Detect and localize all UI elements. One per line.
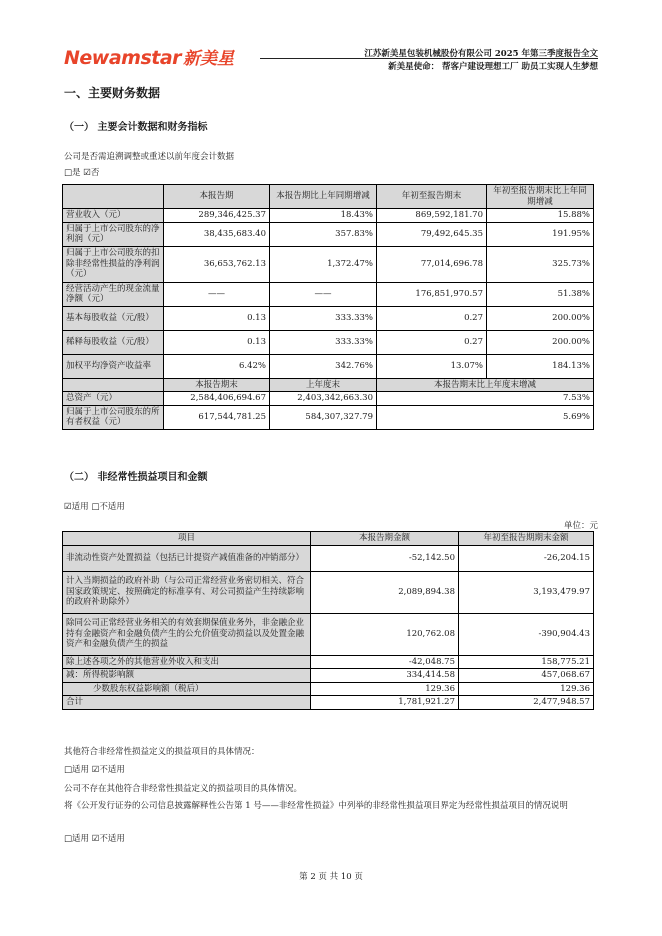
table-row: [63, 613, 594, 655]
table-row: [63, 222, 594, 246]
cell-value: 158,775.21: [459, 655, 594, 669]
cell-value: 77,014,696.78: [377, 246, 487, 282]
header-divider: [260, 58, 598, 59]
cell-value: 334,414.58: [311, 669, 459, 683]
table-row: [63, 405, 594, 429]
nonrecurring-items-table: [62, 531, 594, 710]
cell-value: 0.27: [377, 306, 487, 330]
row-label: 归属于上市公司股东的所有者权益（元）: [63, 405, 164, 429]
public-items-answer: □适用 ☑不适用: [64, 834, 125, 844]
cell-value: -42,048.75: [311, 655, 459, 669]
cell-value: 457,068.67: [459, 669, 594, 683]
row-label: 基本每股收益（元/股）: [63, 306, 164, 330]
cell-value: 7.53%: [377, 392, 594, 406]
table-header-row: [63, 378, 594, 392]
table-row: [63, 282, 594, 306]
row-label: 总资产（元）: [63, 392, 164, 406]
cell-value: 869,592,181.70: [377, 209, 487, 223]
table-row: [63, 209, 594, 223]
cell-value: ——: [164, 282, 270, 306]
header-cell: 本报告期末: [164, 378, 270, 392]
cell-value: 333.33%: [270, 306, 377, 330]
row-label: 归属于上市公司股东的扣除非经常性损益的净利润（元）: [63, 246, 164, 282]
row-label: 少数股东权益影响额（税后）: [63, 682, 311, 696]
cell-value: 36,653,762.13: [164, 246, 270, 282]
cell-value: ——: [270, 282, 377, 306]
cell-value: 617,544,781.25: [164, 405, 270, 429]
other-items-answer: □适用 ☑不适用: [64, 765, 125, 775]
row-label: 计入当期损益的政府补助（与公司正常经营业务密切相关、符合国家政策规定、按照确定的标准享有、对公司损益产生持续影响的政府补助除外）: [63, 571, 311, 613]
table-row: [63, 354, 594, 378]
header-cell: 本报告期比上年同期增减: [270, 185, 377, 209]
header-cell: 年初至报告期期末金额: [459, 532, 594, 546]
cell-value: -390,904.43: [459, 613, 594, 655]
cell-value: 2,403,342,663.30: [270, 392, 377, 406]
header-cell: [63, 185, 164, 209]
company-logo: [64, 44, 234, 69]
cell-value: 357.83%: [270, 222, 377, 246]
cell-value: 2,584,406,694.67: [164, 392, 270, 406]
cell-value: 0.13: [164, 306, 270, 330]
cell-value: 38,435,683.40: [164, 222, 270, 246]
page-number: 第 2 页 共 10 页: [299, 872, 363, 882]
cell-value: 6.42%: [164, 354, 270, 378]
cell-value: 289,346,425.37: [164, 209, 270, 223]
header-cell: 本报告期: [164, 185, 270, 209]
table-row: [63, 669, 594, 683]
unit-label: 单位：元: [563, 521, 598, 531]
logo-chinese: 新美星: [183, 49, 235, 69]
cell-value: 2,089,894.38: [311, 571, 459, 613]
row-label: 加权平均净资产收益率: [63, 354, 164, 378]
cell-value: 342.76%: [270, 354, 377, 378]
cell-value: 191.95%: [487, 222, 594, 246]
other-items-text: 公司不存在其他符合非经常性损益定义的损益项目的具体情况。: [64, 784, 303, 794]
cell-value: 200.00%: [487, 306, 594, 330]
cell-value: 1,781,921.27: [311, 696, 459, 710]
header-cell: 年初至报告期末比上年同期增减: [487, 185, 594, 209]
cell-value: 129.36: [459, 682, 594, 696]
cell-value: 5.69%: [377, 405, 594, 429]
logo-english: Newamstar: [64, 47, 182, 69]
applicable-choice: ☑适用 □不适用: [64, 502, 125, 512]
cell-value: 79,492,645.35: [377, 222, 487, 246]
table-row: [63, 655, 594, 669]
company-slogan: 新美星使命： 帮客户建设理想工厂 助员工实现人生梦想: [388, 62, 598, 72]
table-row: [63, 571, 594, 613]
row-label: 合计: [63, 696, 311, 710]
other-items-question: 其他符合非经常性损益定义的损益项目的具体情况：: [64, 747, 260, 757]
section-title-financial-data: 一、主要财务数据: [64, 86, 161, 100]
restate-question: 公司是否需追溯调整或重述以前年度会计数据: [64, 152, 235, 162]
row-label: 经营活动产生的现金流量净额（元）: [63, 282, 164, 306]
table-row: [63, 330, 594, 354]
subsection-title-accounting-data: （一） 主要会计数据和财务指标: [64, 122, 208, 133]
table-header-row: [63, 532, 594, 546]
cell-value: 18.43%: [270, 209, 377, 223]
cell-value: 2,477,948.57: [459, 696, 594, 710]
cell-value: 129.36: [311, 682, 459, 696]
row-label: 营业收入（元）: [63, 209, 164, 223]
table-row: [63, 545, 594, 571]
cell-value: 584,307,327.79: [270, 405, 377, 429]
header-cell: 本报告期末比上年度末增减: [377, 378, 594, 392]
cell-value: -26,204.15: [459, 545, 594, 571]
header-cell: 年初至报告期末: [377, 185, 487, 209]
cell-value: 3,193,479.97: [459, 571, 594, 613]
cell-value: 1,372.47%: [270, 246, 377, 282]
table-row: [63, 392, 594, 406]
table-row: [63, 246, 594, 282]
cell-value: 13.07%: [377, 354, 487, 378]
header-cell: 上年度末: [270, 378, 377, 392]
table-row: [63, 682, 594, 696]
cell-value: 200.00%: [487, 330, 594, 354]
cell-value: 184.13%: [487, 354, 594, 378]
row-label: 非流动性资产处置损益（包括已计提资产减值准备的冲销部分）: [63, 545, 311, 571]
cell-value: 333.33%: [270, 330, 377, 354]
cell-value: 0.13: [164, 330, 270, 354]
row-label: 稀释每股收益（元/股）: [63, 330, 164, 354]
cell-value: 325.73%: [487, 246, 594, 282]
header-cell: [63, 378, 164, 392]
cell-value: -52,142.50: [311, 545, 459, 571]
row-label: 除上述各项之外的其他营业外收入和支出: [63, 655, 311, 669]
table-row: [63, 696, 594, 710]
table-header-row: [63, 185, 594, 209]
header-cell: 本报告期金额: [311, 532, 459, 546]
cell-value: 120,762.08: [311, 613, 459, 655]
public-items-question: 将《公开发行证券的公司信息披露解释性公告第 1 号——非经常性损益》中列举的非经常性损益项目界定为经常性损益项目的情况说明: [64, 801, 568, 811]
row-label: 归属于上市公司股东的净利润（元）: [63, 222, 164, 246]
cell-value: 0.27: [377, 330, 487, 354]
row-label: 除同公司正常经营业务相关的有效套期保值业务外，非金融企业持有金融资产和金融负债产生的公允价值变动损益以及处置金融资产和金融负债产生的损益: [63, 613, 311, 655]
restate-answer: □是 ☑否: [64, 168, 100, 178]
cell-value: 176,851,970.57: [377, 282, 487, 306]
header-cell: 项目: [63, 532, 311, 546]
cell-value: 51.38%: [487, 282, 594, 306]
subsection-title-nonrecurring: （二） 非经常性损益项目和金额: [64, 472, 208, 483]
table-row: [63, 306, 594, 330]
row-label: 减：所得税影响额: [63, 669, 311, 683]
report-title: 江苏新美星包装机械股份有限公司 2025 年第三季度报告全文: [364, 49, 598, 59]
cell-value: 15.88%: [487, 209, 594, 223]
financial-data-table: [62, 184, 594, 430]
